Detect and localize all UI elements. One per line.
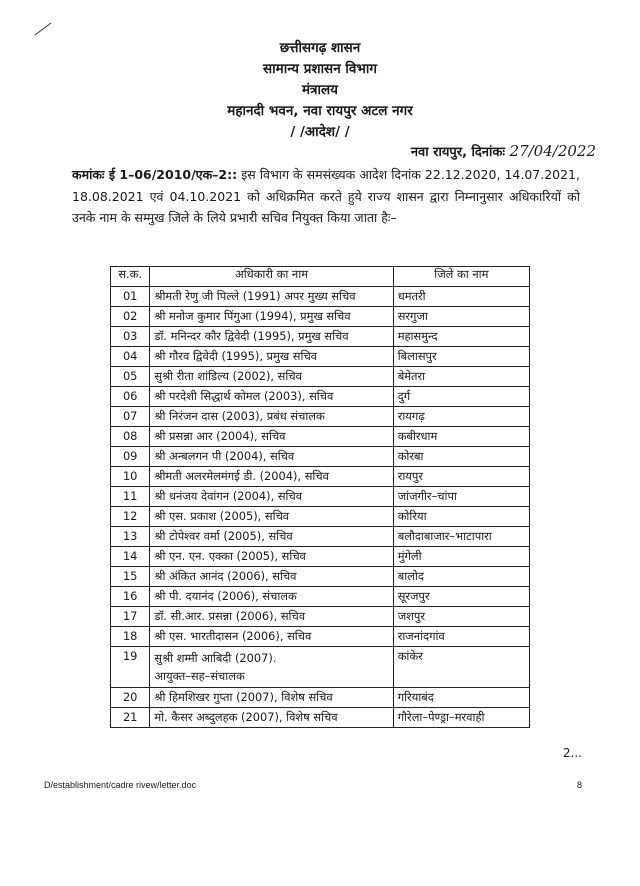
serial-cell: 12 <box>111 507 150 527</box>
serial-cell: 08 <box>111 427 150 447</box>
district-cell: रायपुर <box>393 467 529 487</box>
officer-cell: श्री प्रसन्ना आर (2004), सचिव <box>150 427 393 447</box>
table-row <box>111 607 530 627</box>
officer-cell: श्री मनोज कुमार पिंगुआ (1994), प्रमुख सचिव <box>150 307 393 327</box>
serial-cell: 13 <box>111 527 150 547</box>
serial-cell: 07 <box>111 407 150 427</box>
serial-cell: 03 <box>111 327 150 347</box>
district-cell: कोरिया <box>393 507 529 527</box>
order-paragraph <box>72 164 580 229</box>
table-row <box>111 447 530 467</box>
table-row <box>111 427 530 447</box>
table-header-row <box>111 267 530 287</box>
serial-cell: 18 <box>111 627 150 647</box>
table-row <box>111 527 530 547</box>
officer-cell: श्री एस. भारतीदासन (2006), सचिव <box>150 627 393 647</box>
officer-cell: श्री धनंजय देवांगन (2004), सचिव <box>150 487 393 507</box>
serial-cell: 10 <box>111 467 150 487</box>
office-address: महानदी भवन, नवा रायपुर अटल नगर <box>227 103 413 119</box>
officer-cell: सुश्री रीता शांडिल्य (2002), सचिव <box>150 367 393 387</box>
district-cell: जशपुर <box>393 607 529 627</box>
table-row <box>111 407 530 427</box>
table-row <box>111 307 530 327</box>
order-title: / /आदेश/ / <box>290 124 350 140</box>
district-cell: कोरबा <box>393 447 529 467</box>
serial-cell: 21 <box>111 708 150 728</box>
officer-cell: श्री अन्बलगन पी (2004), सचिव <box>150 447 393 467</box>
serial-cell: 11 <box>111 487 150 507</box>
officer-cell: श्री हिमशिखर गुप्ता (2007), विशेष सचिव <box>150 688 393 708</box>
serial-cell: 16 <box>111 587 150 607</box>
government-name: छत्तीसगढ़ शासन <box>279 40 361 56</box>
letterhead <box>0 38 640 143</box>
table-row <box>111 387 530 407</box>
table-row <box>111 507 530 527</box>
header-serial: स.क. <box>111 267 150 287</box>
secretariat-name: मंत्रालय <box>301 82 338 98</box>
table-row <box>111 327 530 347</box>
serial-cell: 20 <box>111 688 150 708</box>
order-number: कमांकः ई 1–06/2010/एक–2:: <box>72 167 238 182</box>
district-cell: बेमेतरा <box>393 367 529 387</box>
table-row <box>111 287 530 307</box>
officer-cell: श्री पी. दयानंद (2006), संचालक <box>150 587 393 607</box>
serial-cell: 14 <box>111 547 150 567</box>
officer-cell: श्री टोपेश्वर वर्मा (2005), सचिव <box>150 527 393 547</box>
officers-table <box>110 266 530 728</box>
district-cell: सरगुजा <box>393 307 529 327</box>
table-row <box>111 367 530 387</box>
district-cell: जांजगीर–चांपा <box>393 487 529 507</box>
district-cell: राजनांदगांव <box>393 627 529 647</box>
table-row <box>111 708 530 728</box>
officer-cell: श्री एस. प्रकाश (2005), सचिव <box>150 507 393 527</box>
officer-cell: श्री निरंजन दास (2003), प्रबंध संचालक <box>150 407 393 427</box>
district-cell: सूरजपुर <box>393 587 529 607</box>
officer-cell: डॉ. मनिन्दर कौर द्विवेदी (1995), प्रमुख सचिव <box>150 327 393 347</box>
table-row <box>111 487 530 507</box>
district-cell: धमतरी <box>393 287 529 307</box>
district-cell: गरियाबंद <box>393 688 529 708</box>
date-label: नवा रायपुर, दिनांकः <box>410 145 505 160</box>
district-cell: महासमुन्द <box>393 327 529 347</box>
officer-cell: श्री एन. एन. एक्का (2005), सचिव <box>150 547 393 567</box>
serial-cell: 09 <box>111 447 150 467</box>
officer-cell: श्री परदेशी सिद्धार्थ कोमल (2003), सचिव <box>150 387 393 407</box>
table-row <box>111 467 530 487</box>
district-cell: बलौदाबाजार–भाटापारा <box>393 527 529 547</box>
serial-cell: 02 <box>111 307 150 327</box>
serial-cell: 19 <box>111 647 150 688</box>
file-path: D/establishment/cadre rivew/letter.doc <box>44 780 197 790</box>
serial-cell: 01 <box>111 287 150 307</box>
page-number: 8 <box>576 780 582 790</box>
district-cell: रायगढ़ <box>393 407 529 427</box>
table-row <box>111 647 530 688</box>
officer-cell: श्रीमती रेणु जी पिल्ले (1991) अपर मुख्य सचिव <box>150 287 393 307</box>
officer-designation-line: आयुक्त–सह–संचालक <box>154 669 245 683</box>
district-cell: गौरेला–पेण्ड्रा–मरवाही <box>393 708 529 728</box>
district-cell: दुर्ग <box>393 387 529 407</box>
district-cell: कबीरधाम <box>393 427 529 447</box>
pen-mark <box>34 22 52 36</box>
district-cell: कांकेर <box>393 647 529 688</box>
order-text: इस विभाग के समसंख्यक आदेश दिनांक 22.12.2020, 14.07.2021, 18.08.2021 एवं 04.10.2021 को अधिक्रमित करते हुये राज्य शासन द्वारा निम्नानुसार अधिकारियों को उनके नाम के सम्मुख जिले के लिये प्रभारी सचिव नियुक्त किया जाता हैः– <box>72 167 580 225</box>
table-row <box>111 347 530 367</box>
table-row <box>111 567 530 587</box>
serial-cell: 15 <box>111 567 150 587</box>
department-name: सामान्य प्रशासन विभाग <box>263 61 377 77</box>
officer-cell <box>150 647 393 688</box>
district-cell: बालोद <box>393 567 529 587</box>
handwritten-date: 27/04/2022 <box>509 142 596 160</box>
district-cell: मुंगेली <box>393 547 529 567</box>
district-cell: बिलासपुर <box>393 347 529 367</box>
header-district-name: जिले का नाम <box>393 267 529 287</box>
table-row <box>111 587 530 607</box>
serial-cell: 06 <box>111 387 150 407</box>
date-line <box>411 142 596 160</box>
officer-cell: श्रीमती अलरमेलमंगई डी. (2004), सचिव <box>150 467 393 487</box>
serial-cell: 04 <box>111 347 150 367</box>
officer-cell: श्री अंकित आनंद (2006), सचिव <box>150 567 393 587</box>
table-row <box>111 688 530 708</box>
officer-cell: डॉ. सी.आर. प्रसन्ना (2006), सचिव <box>150 607 393 627</box>
table-row <box>111 547 530 567</box>
officer-cell: मो. कैसर अब्दुलहक (2007), विशेष सचिव <box>150 708 393 728</box>
page-continuation: 2... <box>562 746 582 760</box>
header-officer-name: अधिकारी का नाम <box>150 267 393 287</box>
table-row <box>111 627 530 647</box>
serial-cell: 05 <box>111 367 150 387</box>
officer-cell: श्री गौरव द्विवेदी (1995), प्रमुख सचिव <box>150 347 393 367</box>
officer-name-line: सुश्री शम्मी आबिदी (2007). <box>154 651 277 665</box>
serial-cell: 17 <box>111 607 150 627</box>
